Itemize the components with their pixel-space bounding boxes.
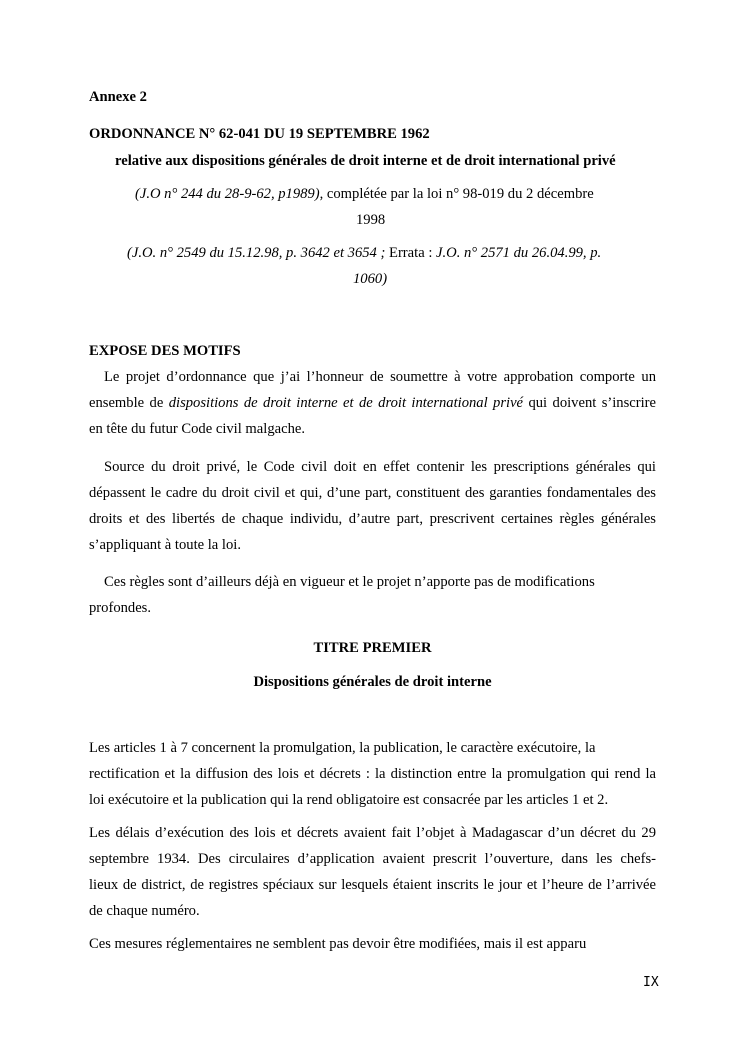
expose-paragraph-1-line-3: en tête du futur Code civil malgache.	[89, 421, 305, 437]
expose-paragraph-1-line-2	[89, 395, 656, 412]
body-paragraph-1-line-3: loi exécutoire et la publication qui la rend obligatoire est consacrée par les articles 1 et 2.	[89, 792, 609, 808]
titre-subheading: Dispositions générales de droit interne	[253, 674, 492, 690]
reference-errata-label: Errata :	[385, 245, 437, 261]
reference-line-3	[127, 245, 601, 262]
body-paragraph-2-line-4: de chaque numéro.	[89, 903, 200, 919]
text-span: ensemble de	[89, 395, 169, 411]
text-span: qui doivent s’inscrire	[523, 395, 656, 411]
reference-jo-1999: J.O. n° 2571 du 26.04.99, p.	[436, 245, 602, 261]
expose-paragraph-2-line-3: droits et des libertés de chaque individu, d’autre part, prescrivent certaines règles générales	[89, 511, 656, 527]
expose-paragraph-2-line-4: s’appliquant à toute la loi.	[89, 537, 241, 553]
reference-line-1	[135, 186, 594, 203]
body-paragraph-2-line-1: Les délais d’exécution des lois et décrets avaient fait l’objet à Madagascar d’un décret du 29	[89, 825, 656, 841]
reference-line-2: 1998	[356, 212, 386, 228]
expose-paragraph-3-line-2: profondes.	[89, 600, 152, 616]
reference-line-4: 1060)	[353, 271, 388, 287]
page-number: IX	[643, 975, 659, 990]
ordinance-subtitle: relative aux dispositions générales de droit interne et de droit international privé	[115, 153, 616, 169]
expose-paragraph-2-line-1: Source du droit privé, le Code civil doit en effet contenir les prescriptions générales qui	[104, 459, 656, 475]
body-paragraph-2-line-2: septembre 1934. Des circulaires d’application avaient prescrit l’ouverture, dans les chefs-	[89, 851, 656, 867]
reference-jo-1962: (J.O n° 244 du 28-9-62, p1989)	[135, 186, 320, 202]
annex-label: Annexe 2	[89, 89, 147, 105]
titre-heading: TITRE PREMIER	[313, 640, 432, 656]
expose-paragraph-2-line-2: dépassent le cadre du droit civil et qui, d’une part, constituent des garanties fondamentales des	[89, 485, 656, 501]
expose-paragraph-1-line-1: Le projet d’ordonnance que j’ai l’honneur de soumettre à votre approbation comporte un	[104, 369, 656, 385]
emphasis-text: dispositions de droit interne et de droit international privé	[168, 395, 524, 411]
expose-heading: EXPOSE DES MOTIFS	[89, 343, 241, 359]
reference-jo-1998: (J.O. n° 2549 du 15.12.98, p. 3642 et 3654 ;	[127, 245, 386, 261]
ordinance-title: ORDONNANCE N° 62-041 DU 19 SEPTEMBRE 1962	[89, 126, 430, 142]
body-paragraph-1-line-2: rectification et la diffusion des lois et décrets : la distinction entre la promulgation qui rend la	[89, 766, 656, 782]
body-paragraph-1-line-1: Les articles 1 à 7 concernent la promulgation, la publication, le caractère exécutoire, la	[89, 740, 596, 756]
expose-paragraph-3-line-1: Ces règles sont d’ailleurs déjà en vigueur et le projet n’apporte pas de modifications	[104, 574, 595, 590]
body-paragraph-2-line-3: lieux de district, de registres spéciaux sur lesquels étaient inscrits le jour et l’heure de l’arrivée	[89, 877, 656, 893]
reference-completion: , complétée par la loi n° 98-019 du 2 décembre	[319, 186, 594, 202]
body-paragraph-3-line-1: Ces mesures réglementaires ne semblent pas devoir être modifiées, mais il est apparu	[89, 936, 587, 952]
